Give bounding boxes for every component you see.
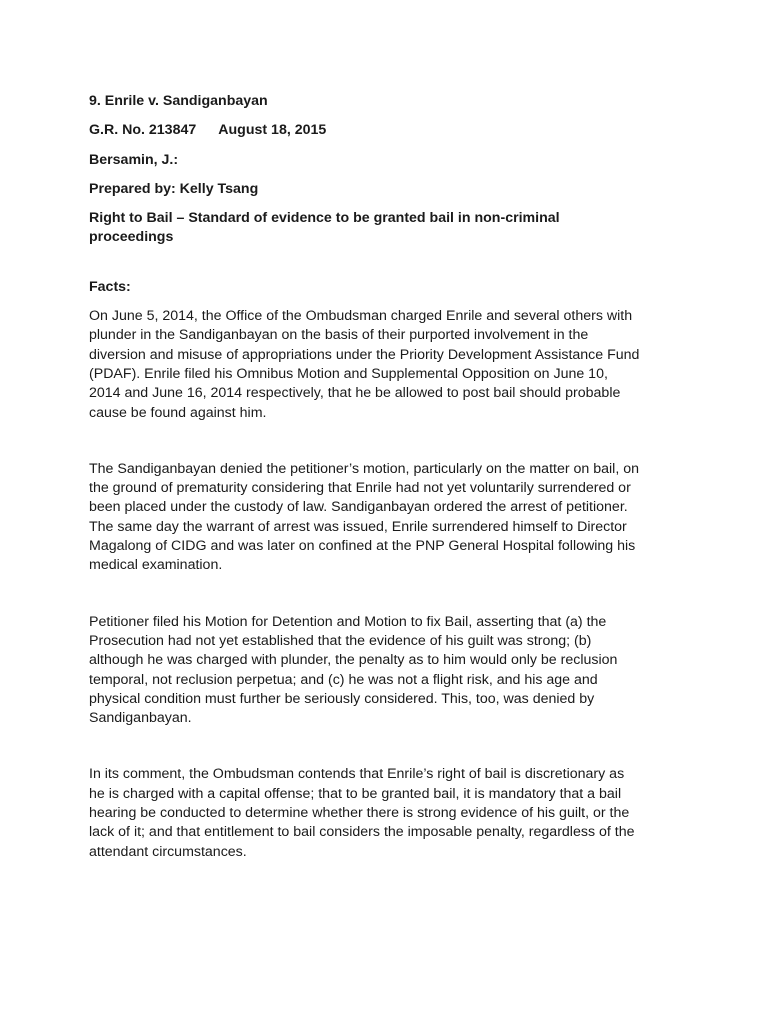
topic-line: proceedings — [89, 229, 174, 246]
case-title: 9. Enrile v. Sandiganbayan — [89, 93, 268, 109]
paragraph-line: diversion and misuse of appropriations under the Priority Development Assistance Fund — [89, 346, 640, 363]
paragraph-line: although he was charged with plunder, the penalty as to him would only be reclusion — [89, 652, 618, 669]
paragraph-line: temporal, not reclusion perpetua; and (c) he was not a flight risk, and his age and — [89, 671, 598, 688]
paragraph-line: Petitioner filed his Motion for Detention and Motion to fix Bail, asserting that (a) the — [89, 613, 607, 630]
topic-line: Right to Bail – Standard of evidence to be granted bail in non-criminal — [89, 210, 560, 227]
paragraph-line: 2014 and June 16, 2014 respectively, that he be allowed to post bail should probable — [89, 385, 621, 402]
paragraph-line: Prosecution had not yet established that the evidence of his guilt was strong; (b) — [89, 632, 592, 649]
paragraph-line: attendant circumstances. — [89, 843, 247, 860]
paragraph-line: The Sandiganbayan denied the petitioner’s motion, particularly on the matter on bail, on — [89, 460, 639, 477]
paragraph-line: he is charged with a capital offense; that to be granted bail, it is mandatory that a bail — [89, 785, 622, 802]
facts-paragraph-1 — [89, 307, 689, 423]
decision-date: August 18, 2015 — [218, 122, 327, 139]
case-number-date — [89, 121, 689, 140]
paragraph-line: The same day the warrant of arrest was issued, Enrile surrendered himself to Director — [89, 518, 627, 535]
paragraph-line: hearing be conducted to determine whether there is strong evidence of his guilt, or the — [89, 805, 630, 822]
facts-heading: Facts: — [89, 278, 131, 295]
gr-number: G.R. No. 213847 — [89, 122, 197, 139]
facts-paragraph-4 — [89, 765, 689, 861]
paragraph-line: plunder in the Sandiganbayan on the basis of their purported involvement in the — [89, 327, 589, 344]
paragraph-line: Magalong of CIDG and was later on confined at the PNP General Hospital following his — [89, 538, 636, 555]
paragraph-line: On June 5, 2014, the Office of the Ombudsman charged Enrile and several others with — [89, 308, 633, 325]
facts-paragraph-3 — [89, 613, 689, 729]
paragraph-line: Sandiganbayan. — [89, 710, 192, 727]
paragraph-line: (PDAF). Enrile filed his Omnibus Motion and Supplemental Opposition on June 10, — [89, 365, 608, 382]
prepared-by: Prepared by: Kelly Tsang — [89, 180, 259, 197]
document-page — [89, 92, 689, 862]
topic-heading — [89, 209, 689, 248]
ponente: Bersamin, J.: — [89, 151, 179, 168]
facts-paragraph-2 — [89, 460, 689, 576]
paragraph-line: cause be found against him. — [89, 404, 267, 421]
paragraph-line: physical condition must further be seriously considered. This, too, was denied by — [89, 690, 595, 707]
paragraph-line: In its comment, the Ombudsman contends that Enrile’s right of bail is discretionary as — [89, 766, 625, 783]
paragraph-line: the ground of prematurity considering that Enrile had not yet voluntarily surrendered or — [89, 480, 631, 497]
paragraph-line: been placed under the custody of law. Sandiganbayan ordered the arrest of petitioner. — [89, 499, 628, 516]
paragraph-line: medical examination. — [89, 557, 223, 574]
paragraph-line: lack of it; and that entitlement to bail considers the imposable penalty, regardless of the — [89, 824, 635, 841]
